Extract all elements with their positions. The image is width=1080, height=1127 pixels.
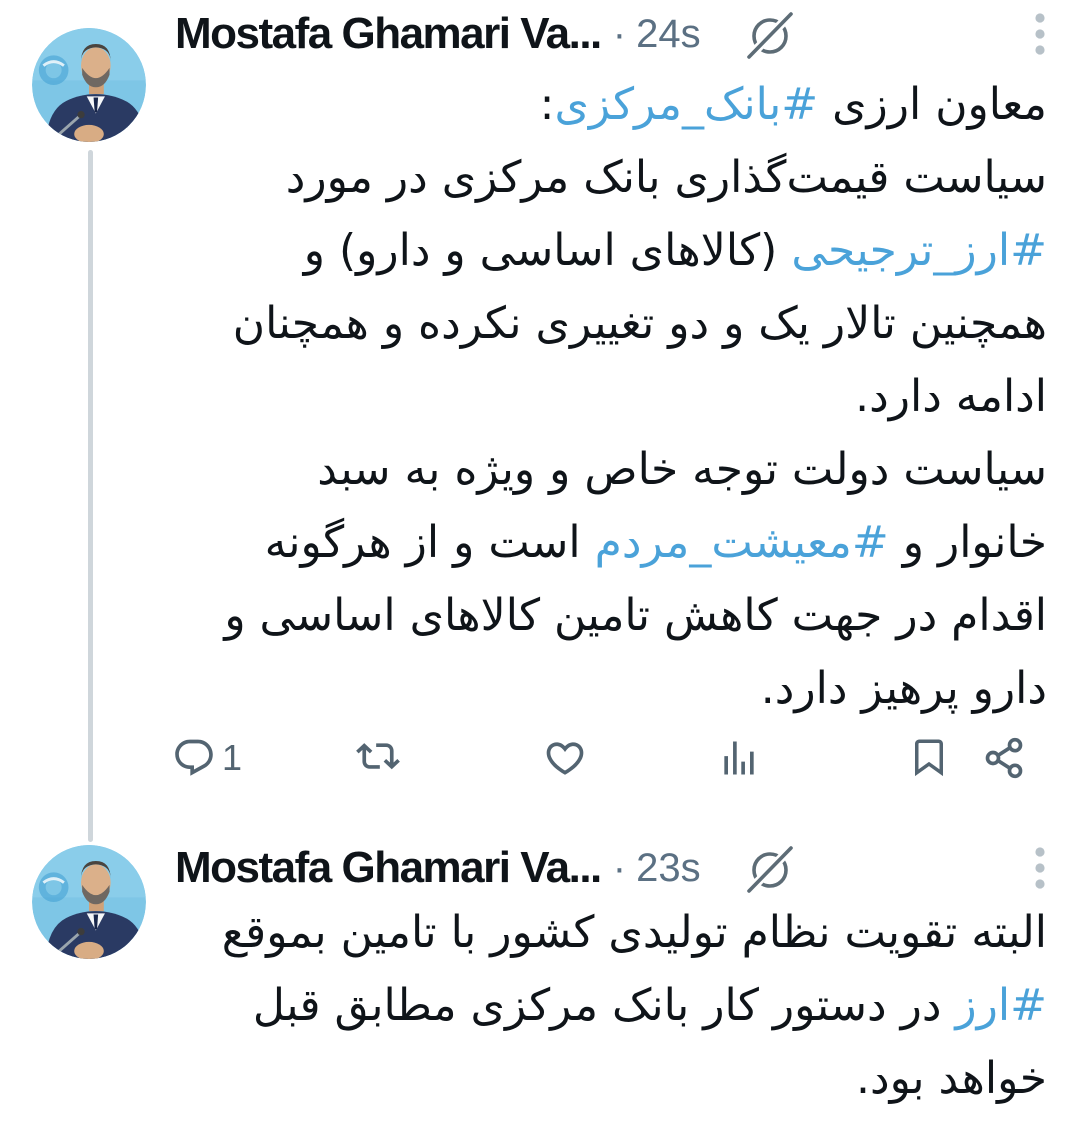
retweet-button[interactable]	[356, 736, 400, 780]
hashtag-link[interactable]: #ارز	[955, 980, 1047, 1031]
tweet-text-line	[100, 287, 1047, 360]
reply-count: 1	[222, 737, 243, 778]
bookmark-button[interactable]	[908, 736, 950, 778]
tweet-text-line	[100, 969, 1047, 1042]
tweet-text-line	[100, 1042, 1047, 1115]
tweet-text-line	[100, 214, 1047, 287]
tweet-text-line	[100, 360, 1047, 433]
text-segment: سیاست دولت توجه خاص و ویژه به سبد	[317, 444, 1047, 495]
three-dots-menu-icon[interactable]	[1030, 7, 1050, 61]
timestamp[interactable]: 24s	[636, 11, 701, 56]
hashtag-link[interactable]: #ارز_ترجیحی	[791, 225, 1047, 276]
tweet-text-line	[100, 506, 1047, 579]
retweet-icon	[356, 736, 400, 780]
share-network-icon	[982, 736, 1026, 780]
author-name[interactable]: Mostafa Ghamari Va...	[175, 9, 601, 58]
tweet-action-bar	[172, 736, 1080, 788]
heart-icon	[543, 736, 587, 780]
text-segment: سیاست قیمت‌گذاری بانک مرکزی در مورد	[285, 152, 1047, 203]
bookmark-icon	[908, 736, 950, 778]
text-segment: همچنین تالار یک و دو تغییری نکرده و همچنان	[232, 298, 1047, 349]
hashtag-link[interactable]: #بانک_مرکزی	[554, 79, 819, 130]
text-segment: خواهد بود.	[856, 1053, 1047, 1104]
tweet-text-line	[100, 141, 1047, 214]
text-segment: معاون ارزی	[818, 79, 1047, 130]
bar-chart-views-icon	[717, 736, 761, 780]
tweet-text-line	[100, 68, 1047, 141]
share-button[interactable]	[982, 736, 1026, 780]
tweet-header	[175, 6, 1050, 62]
reply-bubble-icon	[172, 736, 216, 780]
thread-connector-line	[88, 150, 93, 842]
header-separator-dot: ·	[612, 11, 627, 56]
tweet-text[interactable]	[100, 896, 1047, 1115]
text-segment: :	[539, 79, 555, 130]
slashed-circle-icon	[743, 7, 797, 61]
three-dots-menu-icon[interactable]	[1030, 841, 1050, 895]
reply-button[interactable]	[172, 736, 242, 780]
tweet-text-line	[100, 896, 1047, 969]
tweet-header	[175, 840, 1050, 896]
tweet-text[interactable]	[100, 68, 1047, 725]
tweet-text-line	[100, 652, 1047, 725]
slashed-circle-icon	[743, 841, 797, 895]
views-button[interactable]	[717, 736, 761, 780]
text-segment: (کالاهای اساسی و دارو) و	[303, 225, 792, 276]
header-separator-dot: ·	[612, 845, 627, 890]
text-segment: خانوار و	[888, 517, 1047, 568]
like-button[interactable]	[543, 736, 587, 780]
author-name[interactable]: Mostafa Ghamari Va...	[175, 843, 601, 892]
hashtag-link[interactable]: #معیشت_مردم	[594, 517, 889, 568]
text-segment: در دستور کار بانک مرکزی مطابق قبل	[252, 980, 956, 1031]
text-segment: البته تقویت نظام تولیدی کشور با تامین بموقع	[221, 907, 1047, 958]
tweet-text-line	[100, 433, 1047, 506]
tweet-text-line	[100, 579, 1047, 652]
text-segment: است و از هرگونه	[264, 517, 595, 568]
text-segment: دارو پرهیز دارد.	[760, 663, 1047, 714]
timestamp[interactable]: 23s	[636, 845, 701, 890]
text-segment: اقدام در جهت کاهش تامین کالاهای اساسی و	[224, 590, 1047, 641]
text-segment: ادامه دارد.	[855, 371, 1047, 422]
